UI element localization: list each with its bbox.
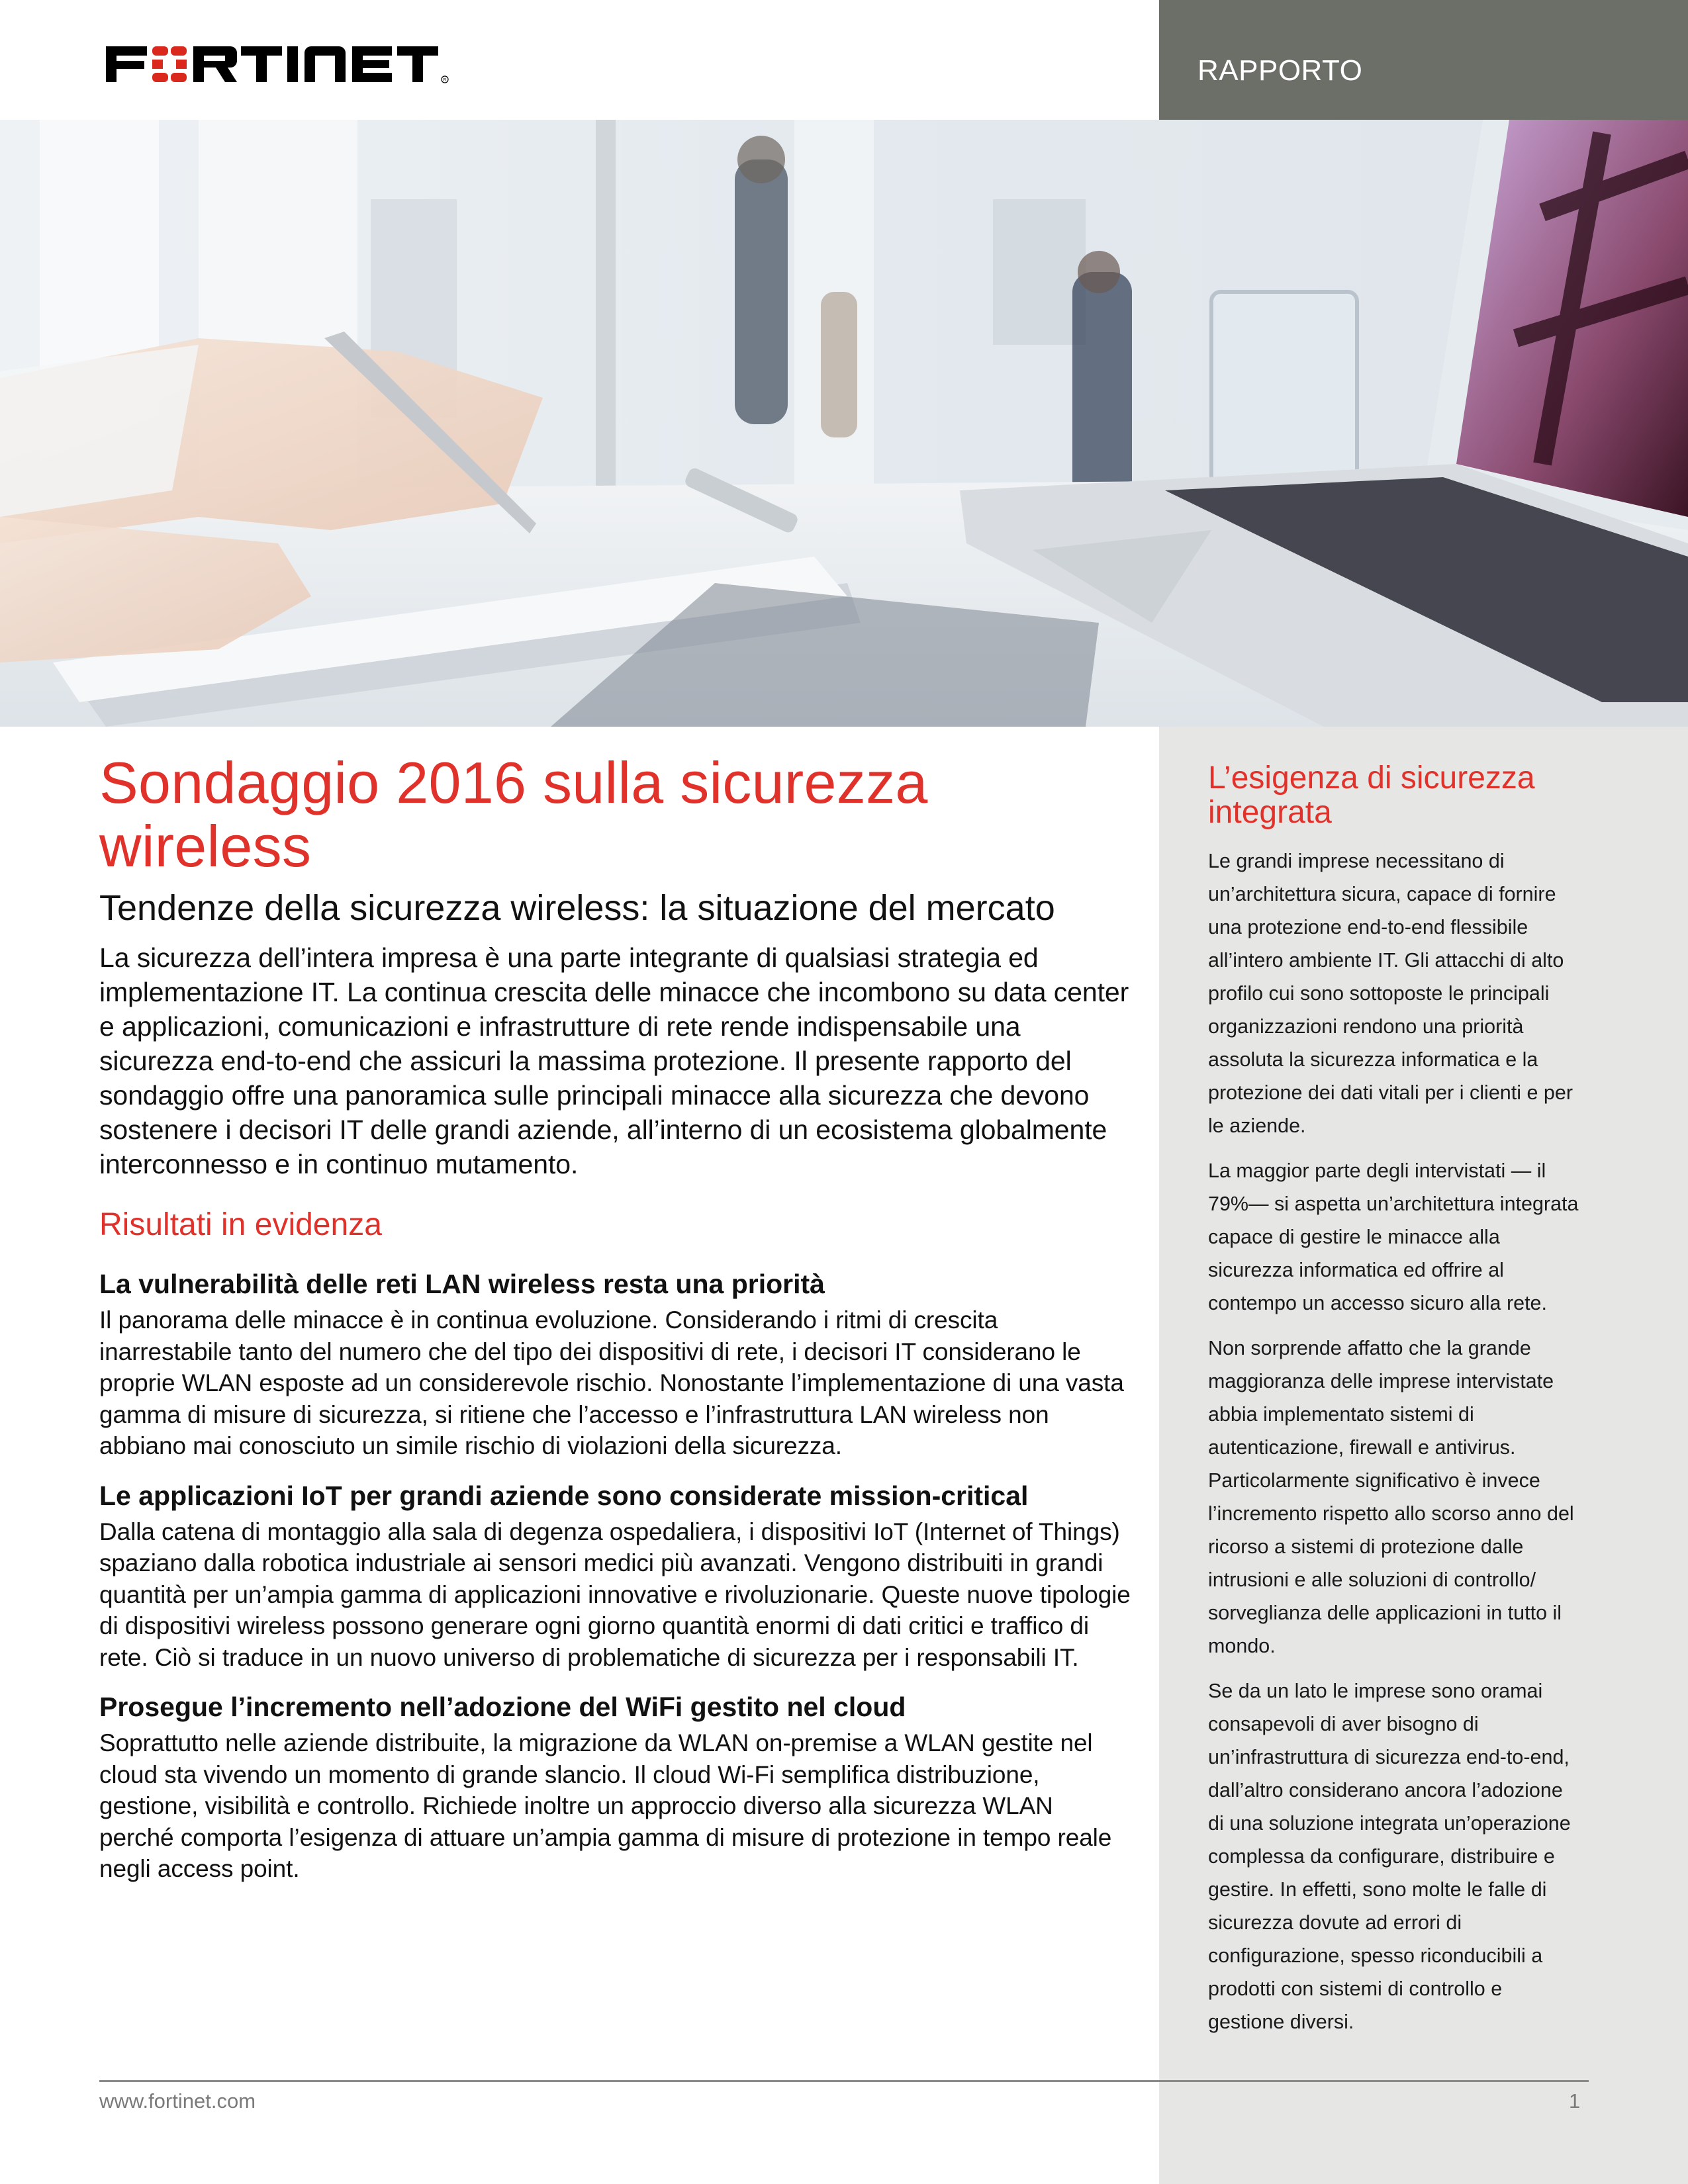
intro-paragraph: La sicurezza dell’intera impresa è una parte integrante di qualsiasi strategia ed implementazione IT. La continua crescita delle minacce che incombono su data center e applicazioni, comunicazioni e infrastrutture di rete rende indispensabile una sicurezza end-to-end che assicuri la massima protezione. Il presente rapporto del sondaggio offre una panoramica sulle principali minacce alla sicurezza che devono sostenere i decisori IT delle grandi aziende, all’interno di un ecosistema globalmente interconnesso e in continuo mutamento. — [99, 942, 1129, 1179]
sidebar-content — [1208, 761, 1579, 2050]
footer-website-link[interactable]: www.fortinet.com — [99, 2089, 256, 2113]
sidebar-paragraph: Le grandi imprese necessitano di un’architettura sicura, capace di fornire una protezione end-to-end flessibile all’intero ambiente IT. Gli attacchi di alto profilo cui sono sottoposte le principali organizzazioni rendono una priorità assoluta la sicurezza informatica e la protezione dei dati vitali per i clienti e per le aziende. — [1208, 850, 1573, 1137]
hero-photo — [0, 120, 1688, 727]
sidebar-paragraph: Se da un lato le imprese sono oramai consapevoli di aver bisogno di un’infrastruttura di sicurezza end-to-end, dall’altro considerano ancora l’adozione di una soluzione integrata un’operazione complessa da configurare, distribuire e gestire. In effetti, sono molte le falle di sicurezza dovute ad errori di configurazione, spesso riconducibili a prodotti con sistemi di controllo e gestione diversi. — [1208, 1680, 1571, 2033]
page-title: Sondaggio 2016 sulla sicurezza wireless — [99, 750, 928, 879]
sidebar-paragraph: La maggior parte degli intervistati — il 79%— si aspetta un’architettura integrata capace di gestire le minacce alla sicurezza informatica ed offrire al contempo un accesso sicuro alla rete. — [1208, 1160, 1579, 1314]
document-type-label: RAPPORTO — [1197, 54, 1363, 87]
sidebar-paragraph: Non sorprende affatto che la grande maggioranza delle imprese intervistate abbia implementato sistemi di autenticazione, firewall e antivirus. Particolarmente significativo è invece l’incremento rispetto allo scorso anno del ricorso a sistemi di protezione dalle intrusioni e alle soluzioni di controllo/ sorveglianza delle applicazioni in tutto il mondo. — [1208, 1337, 1574, 1657]
sidebar-panel — [1159, 727, 1688, 2184]
section-body: Soprattutto nelle aziende distribuite, la migrazione da WLAN on-premise a WLAN gestite nel cloud sta vivendo un momento di grande slancio. Il cloud Wi-Fi semplifica distribuzione, gestione, visibilità e controllo. Richiede inoltre un approccio diverso alla sicurezza WLAN perché comporta l’esigenza di attuare un’ampia gamma di misure di protezione in tempo reale negli access point. — [99, 1729, 1112, 1882]
main-column — [99, 751, 1132, 1885]
section-heading: La vulnerabilità delle reti LAN wireless resta una priorità — [99, 1269, 825, 1299]
svg-text:R: R — [443, 77, 447, 83]
section-body: Il panorama delle minacce è in continua evoluzione. Considerando i ritmi di crescita inarrestabile tanto del numero che del tipo dei dispositivi di rete, i decisori IT considerano le proprie WLAN esposte ad un considerevole rischio. Nonostante l’implementazione di una vasta gamma di misure di sicurezza, si ritiene che l’accesso e l’infrastruttura LAN wireless non abbiano mai conosciuto un simile rischio di violazioni della sicurezza. — [99, 1306, 1124, 1459]
fortinet-logo-icon — [106, 41, 450, 87]
page-number: 1 — [1569, 2089, 1581, 2113]
footer-divider — [99, 2080, 1589, 2082]
highlights-heading: Risultati in evidenza — [99, 1207, 382, 1242]
photo-office-desk-laptop-icon — [0, 120, 1688, 727]
document-type-banner — [1159, 0, 1688, 120]
sidebar-title: L’esigenza di sicurezza integrata — [1208, 760, 1535, 830]
section-body: Dalla catena di montaggio alla sala di degenza ospedaliera, i dispositivi IoT (Internet of Things) spaziano dalla robotica industriale ai sensori medici più avanzati. Vengono distribuiti in grandi quantità per un’ampia gamma di applicazioni innovative e rivoluzionarie. Queste nuove tipologie di dispositivi wireless possono generare ogni giorno quantità enormi di dati critici e traffico di rete. Ciò si traduce in un nuovo universo di problematiche di sicurezza per i responsabili IT. — [99, 1518, 1131, 1671]
section-heading: Prosegue l’incremento nell’adozione del WiFi gestito nel cloud — [99, 1692, 906, 1722]
page-subtitle: Tendenze della sicurezza wireless: la situazione del mercato — [99, 888, 1055, 928]
fortinet-logo — [106, 41, 450, 87]
section-heading: Le applicazioni IoT per grandi aziende sono considerate mission-critical — [99, 1480, 1029, 1511]
